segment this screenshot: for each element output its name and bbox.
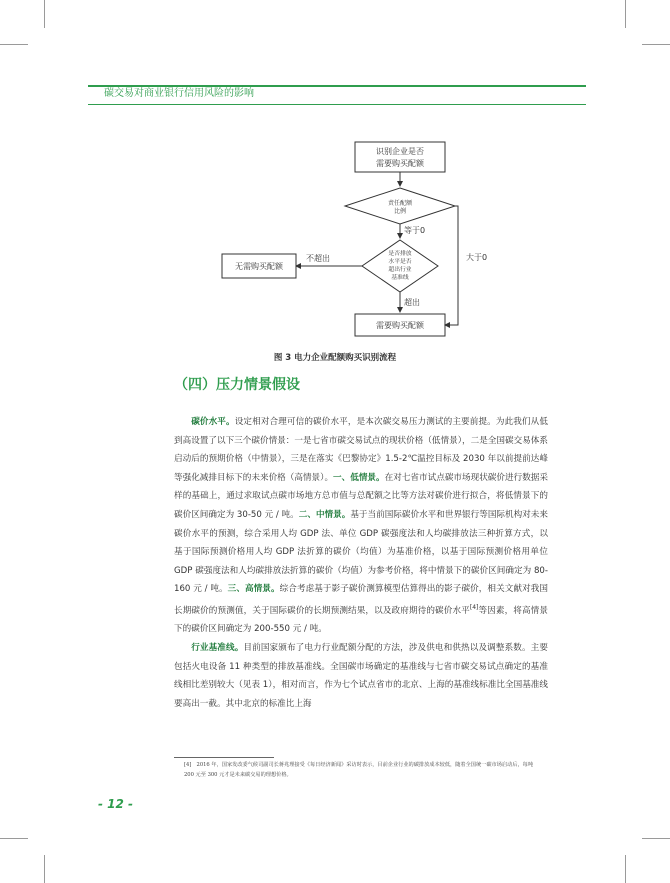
paragraph-text: 基于当前国际碳价水平和世界银行等国际机构对未来碳价水平的预测，综合采用人均 GDP 法、单位 GDP 碳强度法和人均碳排放法三种折算方式，以基于国际预测价格用人均 GDP 法折算的碳价（均值）为基准价格，以基于国际预测价格用单位 GDP 碳强度法和人均碳排放法折算的碳价（均值）为参考价格，将中情景下的碳价区间确定为 80-160 元 / 吨。 bbox=[174, 509, 548, 595]
crop-mark bbox=[642, 44, 670, 45]
flow-label-equal: 等于0 bbox=[404, 226, 426, 235]
flow-diamond-check-line1: 是否排放 bbox=[388, 251, 412, 257]
lead-term: 二、中情景。 bbox=[298, 509, 351, 520]
running-header-title: 碳交易对商业银行信用风险的影响 bbox=[104, 88, 254, 99]
flow-diamond-compare-line1: 责任配额 bbox=[387, 200, 413, 207]
paragraph-text: 在对七省市试点碳市场现状碳价进行数据采样的基础上，通过求取试点碳市场地方总市值与总配额之比等方法对碳价进行拟合，将低情景下的碳价区间确定为 30-50 元 / 吨。 bbox=[174, 472, 548, 520]
crop-mark bbox=[44, 855, 45, 883]
flow-box-no-need-label: 无需购买配额 bbox=[235, 262, 283, 271]
flow-box-need-label: 需要购买配额 bbox=[376, 321, 424, 330]
flowchart-diagram bbox=[200, 130, 520, 345]
footnote-ref: [4] bbox=[469, 603, 479, 611]
flow-diamond-check-line2: 水平是否 bbox=[388, 259, 412, 265]
body-text bbox=[174, 413, 548, 713]
lead-term: 一、低情景。 bbox=[333, 472, 385, 483]
paragraph-text: 设定相对合理可信的碳价水平，是本次碳交易压力测试的主要前提。为此我们从低到高设置了以下三个碳价情景：一是七省市碳交易试点的现状价格（低情景），二是全国碳交易体系启动后的预期价格（中情景），三是在落实《巴黎协定》1.5-2℃温控目标及 2030 年以前提前达峰等强化减排目标下的未来价格（高情景）。 bbox=[174, 417, 548, 483]
crop-mark bbox=[44, 0, 45, 28]
flow-label-exceed: 超出 bbox=[404, 298, 420, 307]
flow-label-greater: 大于0 bbox=[466, 253, 488, 262]
section-title: （四）压力情景假设 bbox=[174, 377, 300, 393]
flow-diamond-check-line4: 基准线 bbox=[391, 275, 409, 281]
paragraph bbox=[174, 639, 548, 713]
lead-term: 三、高情景。 bbox=[227, 584, 280, 595]
lead-term: 碳价水平。 bbox=[191, 417, 235, 427]
lead-term: 行业基准线。 bbox=[191, 642, 244, 653]
flow-diamond-check bbox=[362, 240, 438, 292]
flow-arrow bbox=[445, 206, 458, 325]
paragraph bbox=[174, 413, 548, 639]
footnote-rule bbox=[174, 757, 274, 758]
footnote: [4] 2016 年，国家发改委气候司副司长蒋兆理接受《每日经济新闻》采访时表示，目前企业行业的碳排放成本较低，随着全国统一碳市场启动后，每吨 200 元至 300 元才是未来碳交易的理想价格。 bbox=[184, 762, 534, 778]
figure-caption: 图 3 电力企业配额购买识别流程 bbox=[273, 353, 397, 363]
page-number: - 12 - bbox=[98, 797, 134, 811]
paragraph-text: 目前国家颁布了电力行业配额分配的方法，涉及供电和供热以及调整系数。主要包括火电设备 11 种类型的排放基准线。全国碳市场确定的基准线与七省市碳交易试点确定的基准线相比差别较大（见表 1），相对而言，作为七个试点省市的北京、上海的基准线标准比全国基准线要高出一截。其中北京的标准比上海 bbox=[174, 642, 548, 709]
flow-diamond-compare-line2: 比例 bbox=[393, 208, 407, 215]
flow-diamond-check-line3: 超出行业 bbox=[388, 267, 412, 273]
crop-mark bbox=[625, 855, 626, 883]
crop-mark bbox=[625, 0, 626, 28]
flow-box-identify-line2: 需要购买配额 bbox=[376, 159, 424, 168]
crop-mark bbox=[0, 44, 28, 45]
flow-label-not-exceed: 不超出 bbox=[306, 254, 330, 263]
crop-mark bbox=[0, 838, 28, 839]
paragraph-text: 综合考虑基于影子碳价测算模型估算得出的影子碳价，相关文献对我国长期碳价的预测值，关于国际碳价的长期预测结果，以及政府期待的碳价水平 bbox=[174, 584, 548, 616]
crop-mark bbox=[642, 838, 670, 839]
paragraph-text: 等因素，将高情景下的碳价区间确定为 200-550 元 / 吨。 bbox=[174, 605, 548, 635]
flow-box-identify-line1: 识别企业是否 bbox=[376, 147, 424, 156]
